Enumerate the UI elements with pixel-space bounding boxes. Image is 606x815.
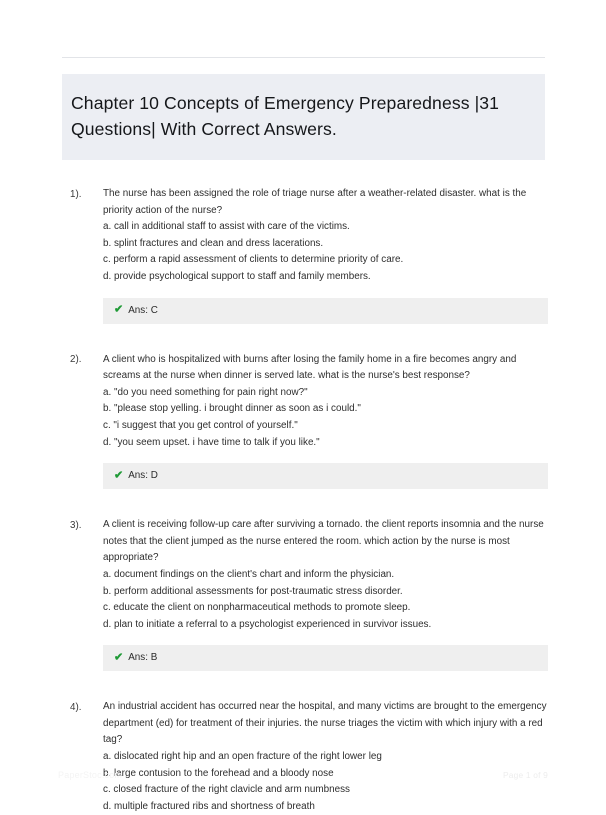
option-c[interactable]: c. closed fracture of the right clavicle and arm numbness — [103, 784, 350, 796]
option-c[interactable]: c. "i suggest that you get control of yourself." — [103, 419, 298, 431]
site-watermark: PaperStoc.com — [58, 770, 123, 780]
question-stem: A client who is hospitalized with burns after losing the family home in a fire becomes angry and screams at the nurse when dinner is served late. what is the nurse's best response? — [103, 353, 517, 382]
question-number: 3). — [70, 519, 82, 531]
option-c[interactable]: c. educate the client on nonpharmaceutical methods to promote sleep. — [103, 602, 411, 614]
answer-label: Ans: B — [128, 652, 158, 664]
answer-box — [103, 298, 548, 324]
option-a[interactable]: a. call in additional staff to assist with care of the victims. — [103, 221, 350, 233]
option-d[interactable]: d. provide psychological support to staff and family members. — [103, 270, 371, 282]
option-b[interactable]: b. perform additional assessments for post-traumatic stress disorder. — [103, 585, 403, 597]
question-item — [0, 699, 606, 815]
option-b[interactable]: b. large contusion to the forehead and a bloody nose — [103, 767, 334, 779]
check-mark-icon: ✔ — [114, 303, 124, 316]
question-body — [103, 186, 548, 324]
question-spacer — [0, 324, 606, 352]
page-footer — [0, 770, 606, 786]
question-number: 1). — [70, 188, 82, 200]
option-d[interactable]: d. plan to initiate a referral to a psychologist experienced in survivor issues. — [103, 618, 432, 630]
option-b[interactable]: b. splint fractures and clean and dress lacerations. — [103, 237, 324, 249]
question-body — [103, 352, 548, 490]
header-divider — [62, 57, 545, 58]
option-d[interactable]: d. "you seem upset. i have time to talk if you like." — [103, 436, 320, 448]
question-options — [103, 219, 548, 285]
question-spacer — [0, 489, 606, 517]
question-item — [0, 352, 606, 490]
option-c[interactable]: c. perform a rapid assessment of clients to determine priority of care. — [103, 254, 404, 266]
question-stem: An industrial accident has occurred near the hospital, and many victims are brought to the emergency department (ed) for treatment of their injuries. the nurse triages the victim with which injury with a red tag? — [103, 701, 547, 746]
question-list — [0, 186, 606, 815]
question-spacer — [0, 671, 606, 699]
question-options — [103, 385, 548, 451]
question-item — [0, 186, 606, 324]
option-d[interactable]: d. multiple fractured ribs and shortness of breath — [103, 800, 315, 812]
option-a[interactable]: a. document findings on the client's chart and inform the physician. — [103, 568, 395, 580]
option-b[interactable]: b. "please stop yelling. i brought dinner as soon as i could." — [103, 403, 361, 415]
page-number-label: Page 1 of 9 — [502, 770, 548, 780]
question-stem: A client is receiving follow-up care after surviving a tornado. the client reports insomnia and the nurse notes that the client jumped as the nurse entered the room. which action by the nurse is most appropriate? — [103, 519, 544, 564]
question-body — [103, 699, 548, 815]
check-mark-icon: ✔ — [114, 469, 124, 482]
answer-label: Ans: C — [128, 304, 158, 316]
answer-box — [103, 645, 548, 671]
page-title: Chapter 10 Concepts of Emergency Preparedness |31 Questions| With Correct Answers. — [71, 93, 500, 139]
option-a[interactable]: a. dislocated right hip and an open fracture of the right lower leg — [103, 751, 382, 763]
question-number: 4). — [70, 701, 82, 713]
question-item — [0, 517, 606, 671]
question-options — [103, 567, 548, 633]
question-body — [103, 517, 548, 671]
question-number: 2). — [70, 354, 82, 366]
answer-box — [103, 463, 548, 489]
option-a[interactable]: a. "do you need something for pain right now?" — [103, 386, 308, 398]
question-stem: The nurse has been assigned the role of triage nurse after a weather-related disaster. what is the priority action of the nurse? — [103, 188, 527, 216]
answer-label: Ans: D — [128, 470, 158, 482]
document-title-block — [62, 74, 545, 160]
check-mark-icon: ✔ — [114, 651, 124, 664]
